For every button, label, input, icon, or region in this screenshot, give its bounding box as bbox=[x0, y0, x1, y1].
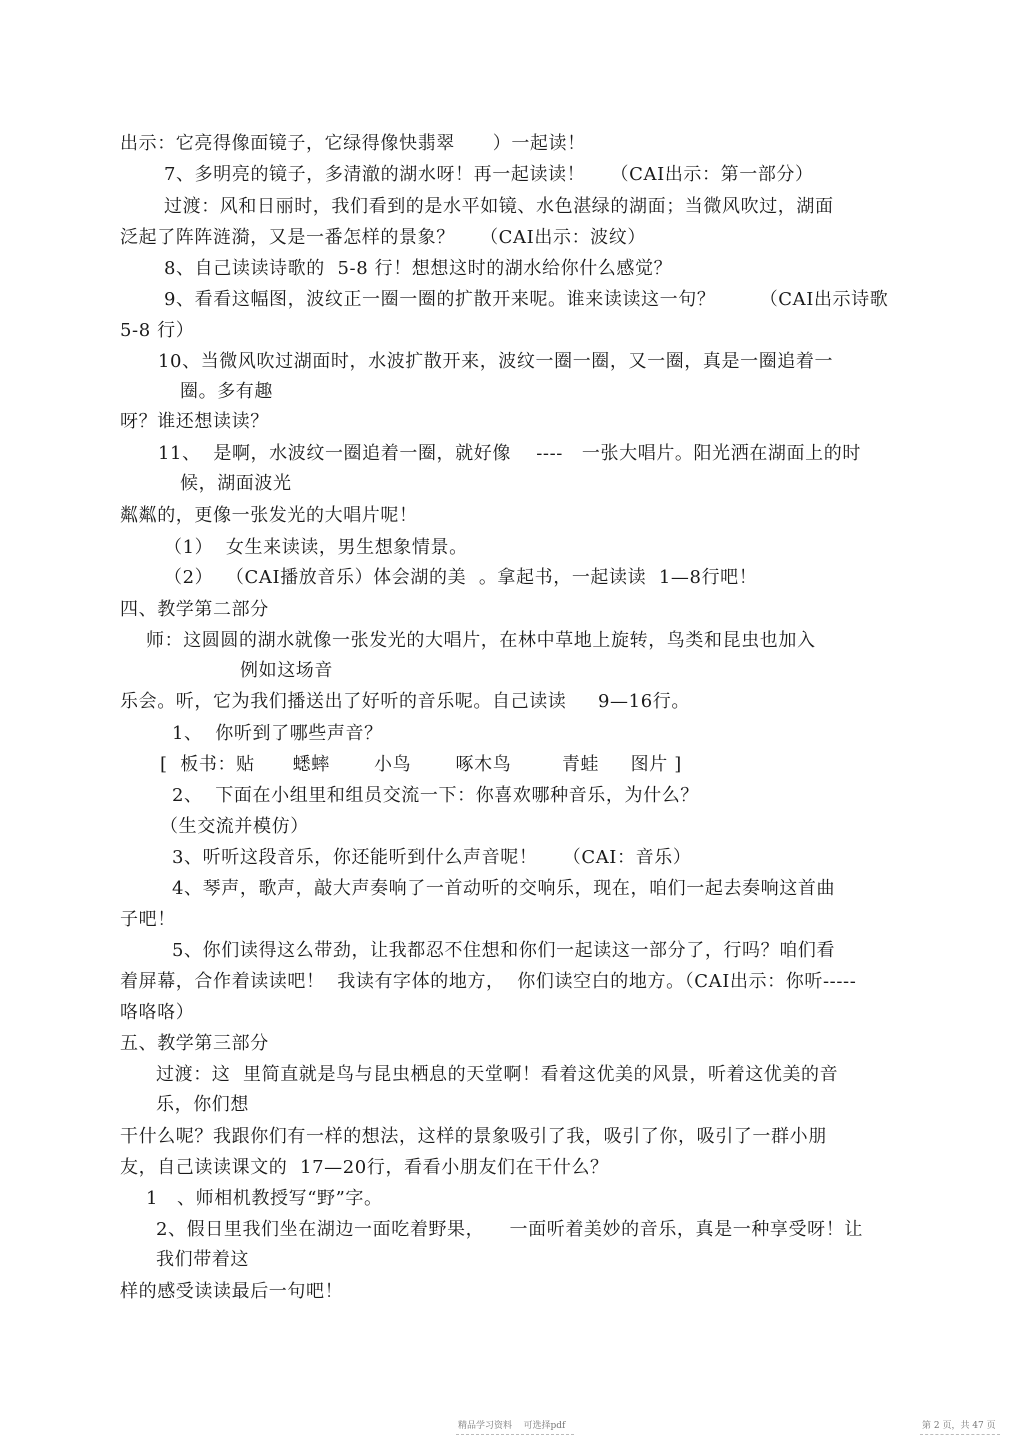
text-line: 1、 你听到了哪些声音？ bbox=[172, 723, 383, 744]
text-line: 呀？谁还想读读？ bbox=[120, 411, 269, 432]
text-line: 3、听听这段音乐，你还能听到什么声音呢！ （CAI：音乐） bbox=[172, 847, 692, 868]
text-line: 过渡：这 里简直就是鸟与昆虫栖息的天堂啊！看着这优美的风景，听着这优美的音 bbox=[156, 1064, 839, 1085]
text-line: 师：这圆圆的湖水就像一张发光的大唱片，在林中草地上旋转，鸟类和昆虫也加入 bbox=[146, 630, 816, 651]
text-line: （生交流并模仿） bbox=[160, 816, 309, 837]
text-line: 候，湖面波光 bbox=[180, 473, 292, 494]
text-line: 乐会。听，它为我们播送出了好听的音乐呢。自己读读 9—16行。 bbox=[120, 691, 690, 712]
footer-divider bbox=[456, 1434, 574, 1435]
section-heading: 四、教学第二部分 bbox=[120, 599, 269, 620]
text-line: 子吧！ bbox=[120, 909, 176, 930]
text-line: 10、当微风吹过湖面时，水波扩散开来，波纹一圈一圈，又一圈，真是一圈追着一 bbox=[158, 351, 834, 372]
text-line: 9、看看这幅图，波纹正一圈一圈的扩散开来呢。谁来读读这一句？ （CAI出示诗歌 bbox=[164, 289, 889, 310]
text-line: 5-8 行） bbox=[120, 320, 195, 341]
text-line: 2、假日里我们坐在湖边一面吃着野果， 一面听着美妙的音乐，真是一种享受呀！让 bbox=[156, 1219, 863, 1240]
page-number: 第 2 页，共 47 页 bbox=[922, 1421, 996, 1431]
blackboard-line: [ 板书：贴 蟋蟀 小鸟 啄木鸟 青蛙 图片 ] bbox=[160, 754, 682, 775]
footer-divider bbox=[920, 1434, 1000, 1435]
text-line: （2） （CAI播放音乐）体会湖的美 。拿起书，一起读读 1—8行吧！ bbox=[164, 567, 758, 588]
text-line: 干什么呢？我跟你们有一样的想法，这样的景象吸引了我，吸引了你，吸引了一群小朋 bbox=[120, 1126, 827, 1147]
text-line: 我们带着这 bbox=[156, 1249, 249, 1270]
text-line: 泛起了阵阵涟漪，又是一番怎样的景象？ （CAI出示：波纹） bbox=[120, 227, 646, 248]
text-line: 过渡：风和日丽时，我们看到的是水平如镜、水色湛绿的湖面；当微风吹过，湖面 bbox=[164, 196, 834, 217]
text-line: 5、你们读得这么带劲，让我都忍不住想和你们一起读这一部分了，行吗？咱们看 bbox=[172, 940, 836, 961]
text-line: 粼粼的，更像一张发光的大唱片呢！ bbox=[120, 505, 418, 526]
text-line: 圈。多有趣 bbox=[180, 381, 273, 402]
text-line: 出示：它亮得像面镜子，它绿得像快翡翠 ）一起读！ bbox=[120, 133, 586, 154]
text-line: 乐，你们想 bbox=[156, 1094, 249, 1115]
footer-watermark: 精品学习资料 可选择pdf bbox=[458, 1421, 566, 1431]
text-line: 8、自己读读诗歌的 5-8 行！想想这时的湖水给你什么感觉？ bbox=[164, 258, 673, 279]
text-line: 7、多明亮的镜子，多清澈的湖水呀！再一起读读！ （CAI出示：第一部分） bbox=[164, 164, 814, 185]
text-line: 例如这场音 bbox=[240, 660, 333, 681]
text-line: （1） 女生来读读，男生想象情景。 bbox=[164, 537, 468, 558]
text-line: 4、琴声，歌声，敲大声奏响了一首动听的交响乐，现在，咱们一起去奏响这首曲 bbox=[172, 878, 836, 899]
text-line: 友，自己读读课文的 17—20行，看看小朋友们在干什么？ bbox=[120, 1157, 609, 1178]
text-line: 11、 是啊，水波纹一圈追着一圈，就好像 ---- 一张大唱片。阳光洒在湖面上的时 bbox=[158, 443, 861, 464]
text-line: 样的感受读读最后一句吧！ bbox=[120, 1281, 344, 1302]
text-line: 着屏幕，合作着读读吧！ 我读有字体的地方， 你们读空白的地方。（CAI出示：你听----- bbox=[120, 971, 857, 992]
text-line: 2、 下面在小组里和组员交流一下：你喜欢哪种音乐，为什么？ bbox=[172, 785, 699, 806]
text-line: 咯咯咯） bbox=[120, 1002, 195, 1023]
section-heading: 五、教学第三部分 bbox=[120, 1033, 269, 1054]
text-line: 1 、师相机教授写“野”字。 bbox=[146, 1188, 383, 1209]
